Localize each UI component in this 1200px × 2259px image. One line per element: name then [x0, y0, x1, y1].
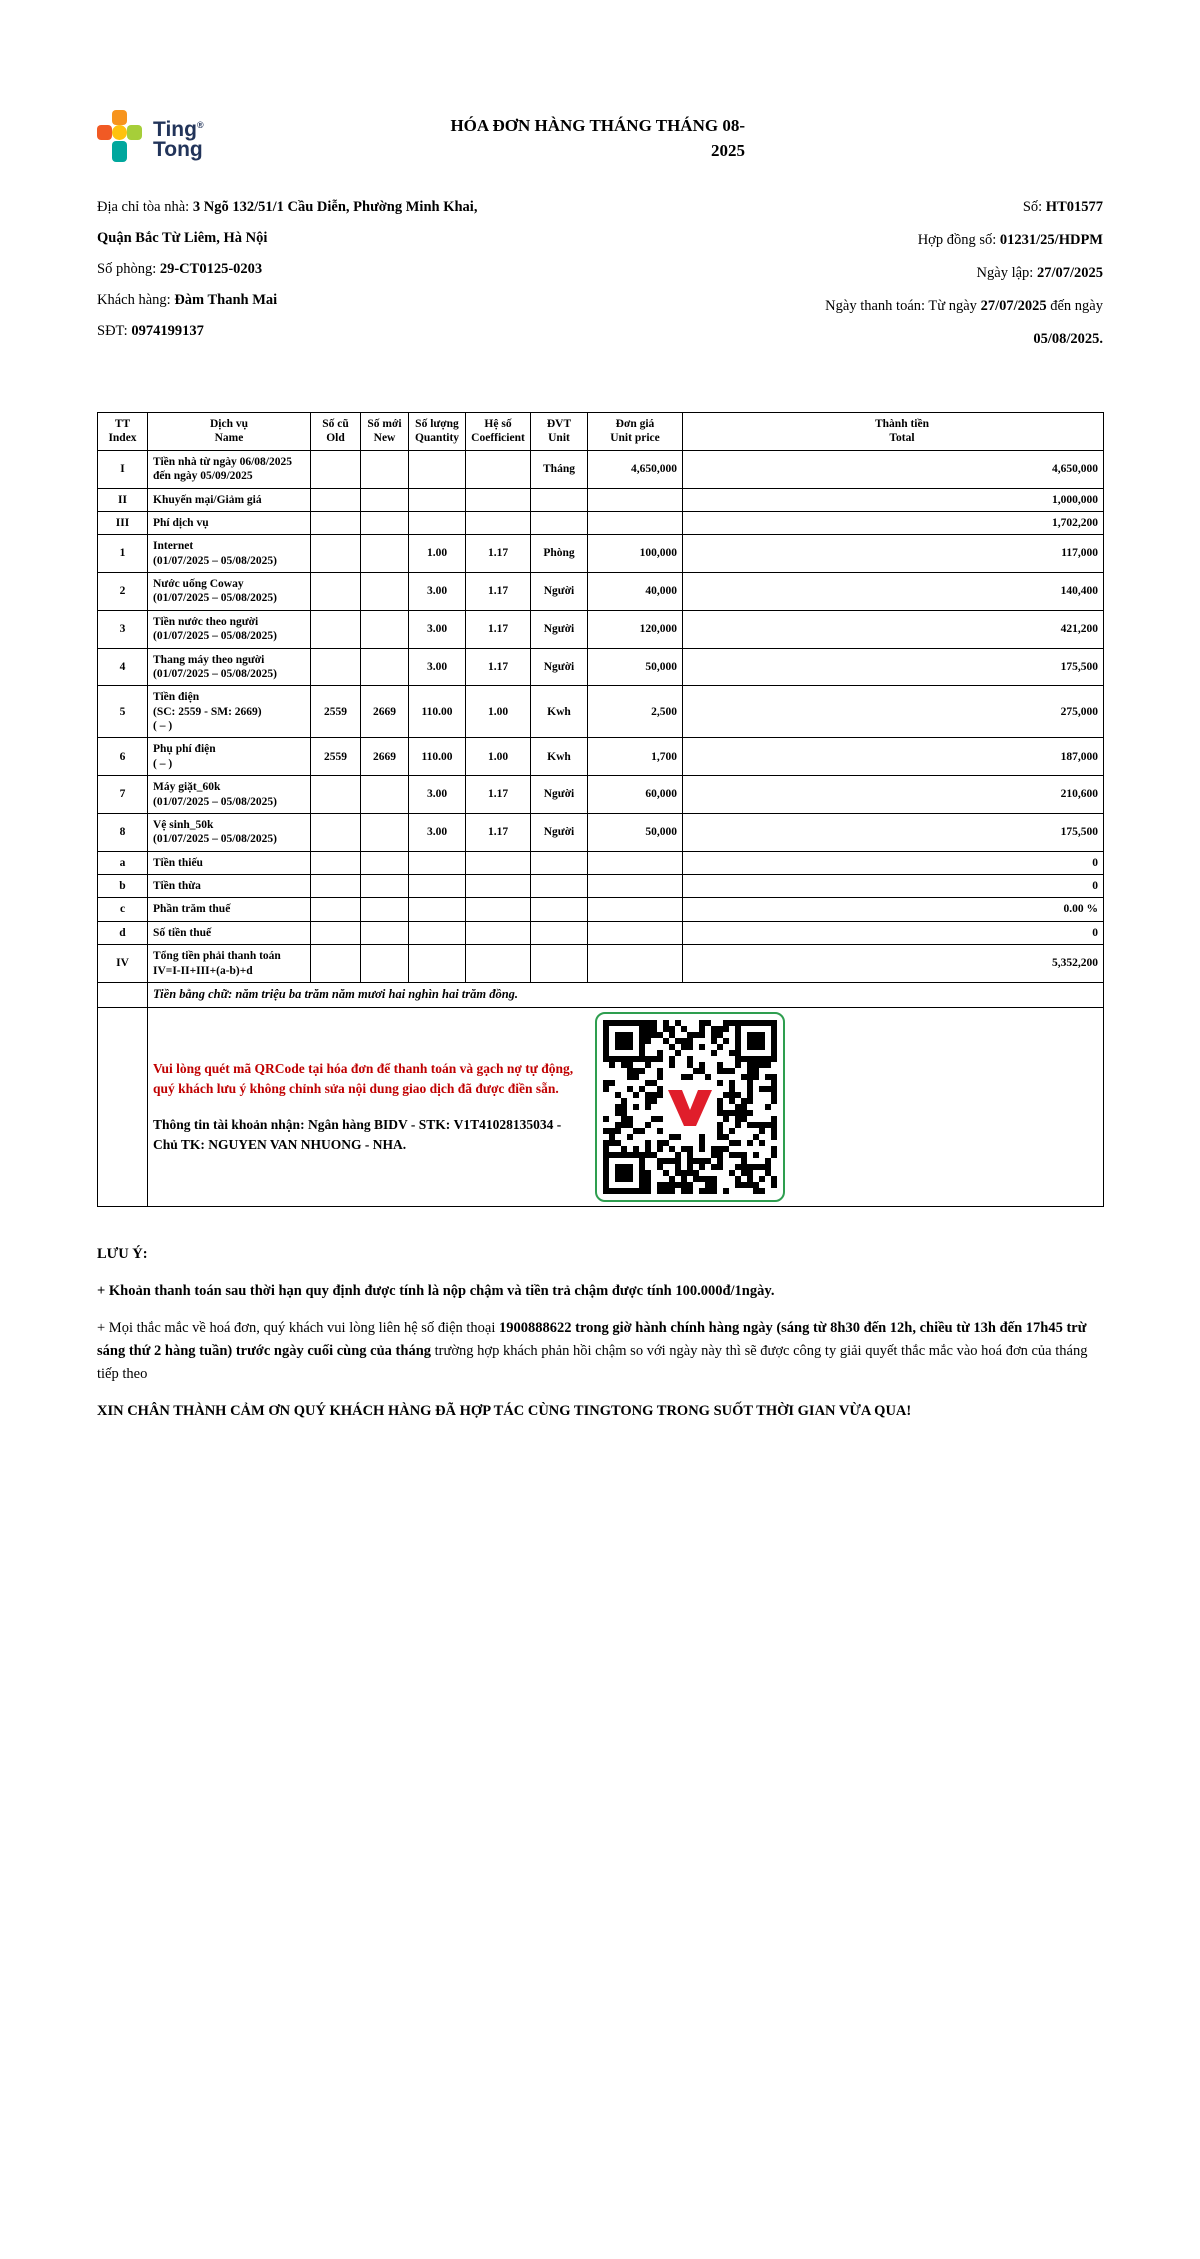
invoice-header [97, 110, 1103, 163]
invoice-info [97, 197, 1103, 362]
payment-to-line [825, 329, 1103, 349]
new-reading [361, 573, 409, 611]
unit-price: 100,000 [588, 535, 683, 573]
invoice-table [97, 412, 1104, 1207]
account-holder-name: NGUYEN VAN NHUONG - NHA. [208, 1136, 407, 1152]
row-index: 2 [98, 573, 148, 611]
issue-date-line [825, 263, 1103, 283]
new-reading [361, 610, 409, 648]
payment-period-label2: đến ngày [1046, 298, 1103, 314]
old-reading [311, 875, 361, 898]
quantity [409, 851, 466, 874]
row-index: 3 [98, 610, 148, 648]
row-total: 140,400 [683, 573, 1104, 611]
unit-price [588, 921, 683, 944]
invoice-table-body [98, 450, 1104, 982]
service-name: Nước uống Coway (01/07/2025 – 05/08/2025) [148, 573, 311, 611]
quantity [409, 450, 466, 488]
coefficient [466, 945, 531, 983]
col-header-total: Thành tiền Total [683, 413, 1104, 451]
old-reading [311, 535, 361, 573]
issue-date-value: 27/07/2025 [1036, 265, 1103, 281]
new-reading [361, 813, 409, 851]
table-row [98, 921, 1104, 944]
building-address-line1 [97, 197, 567, 217]
unit-price: 60,000 [588, 776, 683, 814]
table-row [98, 686, 1104, 738]
quantity [409, 898, 466, 921]
quantity [409, 921, 466, 944]
unit: Phòng [531, 535, 588, 573]
unit: Người [531, 610, 588, 648]
invoice-table-footer [98, 982, 1104, 1206]
unit [531, 921, 588, 944]
unit: Người [531, 573, 588, 611]
unit [531, 488, 588, 511]
row-index: IV [98, 945, 148, 983]
unit-price: 120,000 [588, 610, 683, 648]
note-contact-part4: trường hợp khách phản hồi chậm so với ngày này thì sẽ được công ty giải quyết thắc mắc vào hoá đơn của tháng tiếp theo [97, 1342, 1088, 1382]
note-contact-part1: + Mọi thắc mắc về hoá đơn, quý khách vui lòng liên hệ số điện thoại [97, 1319, 500, 1336]
old-reading [311, 898, 361, 921]
unit-price: 50,000 [588, 648, 683, 686]
note-contact-hotline: 1900888622 trong giờ hành chính hàng ngày (sáng từ 8h30 đến 12h, chiều từ 13h đến 17h45 trừ sáng thứ 2 hàng tuần) [97, 1319, 1087, 1359]
row-total: 117,000 [683, 535, 1104, 573]
quantity: 3.00 [409, 813, 466, 851]
table-row [98, 511, 1104, 534]
col-header-unit: ĐVT Unit [531, 413, 588, 451]
notes-section [97, 1243, 1103, 1423]
table-row [98, 648, 1104, 686]
old-reading [311, 488, 361, 511]
new-reading: 2669 [361, 686, 409, 738]
service-name: Khuyến mại/Giảm giá [148, 488, 311, 511]
row-total: 1,000,000 [683, 488, 1104, 511]
old-reading [311, 648, 361, 686]
service-name: Số tiền thuế [148, 921, 311, 944]
registered-mark: ® [196, 120, 204, 130]
service-name: Vệ sinh_50k (01/07/2025 – 05/08/2025) [148, 813, 311, 851]
coefficient: 1.00 [466, 738, 531, 776]
building-address-line2 [97, 228, 567, 248]
wordmark-line1: Ting [153, 118, 197, 141]
unit [531, 898, 588, 921]
table-row [98, 450, 1104, 488]
unit: Kwh [531, 686, 588, 738]
qr-row-index-cell [98, 1007, 148, 1206]
new-reading [361, 921, 409, 944]
service-name: Phụ phí điện ( – ) [148, 738, 311, 776]
col-header-new: Số mới New [361, 413, 409, 451]
invoice-title-line2: 2025 [711, 141, 745, 160]
payment-period-line [825, 296, 1103, 316]
qr-code-svg [603, 1020, 777, 1198]
coefficient [466, 875, 531, 898]
payment-from-date: 27/07/2025 [980, 298, 1047, 314]
phone-value: 0974199137 [131, 323, 204, 339]
phone-line [97, 321, 567, 341]
table-row [98, 945, 1104, 983]
old-reading [311, 450, 361, 488]
table-header-row [98, 413, 1104, 451]
logo-petal-top [112, 110, 127, 125]
row-total: 275,000 [683, 686, 1104, 738]
row-index: 8 [98, 813, 148, 851]
col-header-quantity: Số lượng Quantity [409, 413, 466, 451]
coefficient [466, 921, 531, 944]
table-row [98, 535, 1104, 573]
table-row [98, 851, 1104, 874]
coefficient: 1.17 [466, 573, 531, 611]
phone-label: SĐT: [97, 323, 132, 339]
row-index: I [98, 450, 148, 488]
table-row [98, 875, 1104, 898]
unit [531, 875, 588, 898]
service-name: Internet (01/07/2025 – 05/08/2025) [148, 535, 311, 573]
qr-payment-notice: Vui lòng quét mã QRCode tại hóa đơn để thanh toán và gạch nợ tự động, quý khách lưu ý không chỉnh sửa nội dung giao dịch đã được điền sẵn. [153, 1060, 574, 1096]
quantity: 3.00 [409, 648, 466, 686]
row-total: 210,600 [683, 776, 1104, 814]
row-total: 175,500 [683, 813, 1104, 851]
coefficient: 1.17 [466, 648, 531, 686]
service-name: Phí dịch vụ [148, 511, 311, 534]
info-left-column [97, 197, 567, 362]
amount-in-words-row [98, 982, 1104, 1007]
table-row [98, 738, 1104, 776]
service-name: Máy giặt_60k (01/07/2025 – 05/08/2025) [148, 776, 311, 814]
row-total: 187,000 [683, 738, 1104, 776]
row-index: a [98, 851, 148, 874]
account-number: V1T41028135034 [453, 1116, 554, 1132]
quantity: 1.00 [409, 535, 466, 573]
table-row [98, 776, 1104, 814]
new-reading [361, 898, 409, 921]
logo-petal-right [127, 125, 142, 140]
address-value-line2: Quận Bắc Từ Liêm, Hà Nội [97, 230, 268, 246]
old-reading: 2559 [311, 738, 361, 776]
tingtong-logo [97, 110, 204, 162]
qr-text-block [153, 1059, 585, 1155]
unit-price: 40,000 [588, 573, 683, 611]
new-reading: 2669 [361, 738, 409, 776]
tingtong-logo-icon [97, 110, 145, 162]
logo-petal-left [97, 125, 112, 140]
new-reading [361, 851, 409, 874]
unit: Tháng [531, 450, 588, 488]
service-name: Tiền nhà từ ngày 06/08/2025 đến ngày 05/09/2025 [148, 450, 311, 488]
new-reading [361, 875, 409, 898]
row-index: 1 [98, 535, 148, 573]
table-row [98, 573, 1104, 611]
row-total: 0 [683, 921, 1104, 944]
row-total: 1,702,200 [683, 511, 1104, 534]
service-name: Thang máy theo người (01/07/2025 – 05/08/2025) [148, 648, 311, 686]
unit [531, 945, 588, 983]
tingtong-wordmark [153, 115, 204, 160]
row-index: II [98, 488, 148, 511]
unit-price [588, 851, 683, 874]
col-header-old: Số cũ Old [311, 413, 361, 451]
row-index: c [98, 898, 148, 921]
room-number-line [97, 259, 567, 279]
payment-period-label: Ngày thanh toán: Từ ngày [825, 298, 981, 314]
old-reading [311, 511, 361, 534]
notes-heading: LƯU Ý: [97, 1245, 148, 1262]
unit-price [588, 875, 683, 898]
logo-petal-center [112, 125, 127, 140]
service-name: Tiền điện (SC: 2559 - SM: 2669) ( – ) [148, 686, 311, 738]
service-name: Phần trăm thuế [148, 898, 311, 921]
old-reading [311, 610, 361, 648]
unit: Người [531, 813, 588, 851]
amount-in-words-label: Tiền bằng chữ: [153, 986, 236, 1001]
customer-line [97, 290, 567, 310]
row-index: 4 [98, 648, 148, 686]
contract-label: Hợp đồng số: [917, 232, 1000, 248]
coefficient: 1.17 [466, 776, 531, 814]
unit [531, 511, 588, 534]
note-contact-deadline: trước ngày cuối cùng của tháng [232, 1342, 435, 1359]
unit-price: 2,500 [588, 686, 683, 738]
quantity [409, 945, 466, 983]
payment-to-date: 05/08/2025. [1033, 331, 1103, 347]
quantity: 3.00 [409, 776, 466, 814]
coefficient [466, 488, 531, 511]
coefficient [466, 898, 531, 921]
quantity [409, 875, 466, 898]
coefficient [466, 511, 531, 534]
new-reading [361, 488, 409, 511]
note-late-payment: + Khoản thanh toán sau thời hạn quy định được tính là nộp chậm và tiền trả chậm được tính 100.000đ/1ngày. [97, 1282, 775, 1299]
row-total: 0 [683, 851, 1104, 874]
old-reading [311, 921, 361, 944]
quantity: 3.00 [409, 573, 466, 611]
unit-price [588, 488, 683, 511]
coefficient: 1.00 [466, 686, 531, 738]
address-label: Địa chỉ tòa nhà: [97, 199, 193, 215]
coefficient [466, 851, 531, 874]
note-contact [97, 1317, 1103, 1386]
invoice-number-line [825, 197, 1103, 217]
unit: Người [531, 648, 588, 686]
amount-in-words-value: năm triệu ba trăm năm mươi hai nghìn hai trăm đồng. [235, 986, 519, 1001]
amount-in-words-cell [148, 982, 1104, 1007]
table-row [98, 813, 1104, 851]
wordmark-line2: Tong [153, 138, 203, 161]
unit-price [588, 945, 683, 983]
col-header-service: Dịch vụ Name [148, 413, 311, 451]
info-right-column [825, 197, 1103, 362]
unit [531, 851, 588, 874]
unit-price: 50,000 [588, 813, 683, 851]
row-total: 0.00 % [683, 898, 1104, 921]
row-index: b [98, 875, 148, 898]
customer-value: Đàm Thanh Mai [174, 292, 278, 308]
table-row [98, 488, 1104, 511]
quantity [409, 511, 466, 534]
row-index: 7 [98, 776, 148, 814]
row-total: 5,352,200 [683, 945, 1104, 983]
qr-content-cell [148, 1007, 1104, 1206]
unit: Người [531, 776, 588, 814]
unit: Kwh [531, 738, 588, 776]
logo-petal-bottom [112, 141, 127, 162]
quantity [409, 488, 466, 511]
row-index: d [98, 921, 148, 944]
new-reading [361, 535, 409, 573]
row-index: 5 [98, 686, 148, 738]
coefficient: 1.17 [466, 813, 531, 851]
quantity: 110.00 [409, 738, 466, 776]
customer-label: Khách hàng: [97, 292, 175, 308]
row-index: 6 [98, 738, 148, 776]
coefficient: 1.17 [466, 535, 531, 573]
row-total: 4,650,000 [683, 450, 1104, 488]
new-reading [361, 450, 409, 488]
quantity: 3.00 [409, 610, 466, 648]
service-name: Tổng tiền phải thanh toán IV=I-II+III+(a-b)+d [148, 945, 311, 983]
qr-row [98, 1007, 1104, 1206]
contract-number-line [825, 230, 1103, 250]
qr-code [595, 1012, 785, 1202]
unit-price: 4,650,000 [588, 450, 683, 488]
new-reading [361, 945, 409, 983]
invoice-number-label: Số: [1022, 199, 1046, 215]
service-name: Tiền thừa [148, 875, 311, 898]
row-total: 175,500 [683, 648, 1104, 686]
service-name: Tiền thiếu [148, 851, 311, 874]
room-value: 29-CT0125-0203 [159, 261, 263, 277]
row-total: 0 [683, 875, 1104, 898]
col-header-index: TT Index [98, 413, 148, 451]
room-label: Số phòng: [97, 261, 160, 277]
unit-price [588, 898, 683, 921]
old-reading [311, 945, 361, 983]
account-label: Thông tin tài khoản nhận: Ngân hàng BIDV - STK: [153, 1116, 454, 1132]
coefficient: 1.17 [466, 610, 531, 648]
table-row [98, 610, 1104, 648]
service-name: Tiền nước theo người (01/07/2025 – 05/08/2025) [148, 610, 311, 648]
coefficient [466, 450, 531, 488]
contract-value: 01231/25/HDPM [999, 232, 1103, 248]
note-thanks: XIN CHÂN THÀNH CẢM ƠN QUÝ KHÁCH HÀNG ĐÃ HỢP TÁC CÙNG TINGTONG TRONG SUỐT THỜI GIAN VỪA QUA! [97, 1402, 912, 1419]
old-reading: 2559 [311, 686, 361, 738]
new-reading [361, 648, 409, 686]
account-holder-label: - Chủ TK: [153, 1116, 562, 1152]
new-reading [361, 511, 409, 534]
unit-price [588, 511, 683, 534]
old-reading [311, 851, 361, 874]
row-total: 421,200 [683, 610, 1104, 648]
invoice-title-line1: HÓA ĐƠN HÀNG THÁNG THÁNG 08- [450, 116, 745, 135]
old-reading [311, 776, 361, 814]
address-value-line1: 3 Ngõ 132/51/1 Cầu Diễn, Phường Minh Khai, [192, 199, 478, 215]
col-header-coefficient: Hệ số Coefficient [466, 413, 531, 451]
issue-date-label: Ngày lập: [976, 265, 1037, 281]
quantity: 110.00 [409, 686, 466, 738]
invoice-title [445, 113, 745, 163]
old-reading [311, 573, 361, 611]
unit-price: 1,700 [588, 738, 683, 776]
old-reading [311, 813, 361, 851]
row-index: III [98, 511, 148, 534]
col-header-unit-price: Đơn giá Unit price [588, 413, 683, 451]
account-info [153, 1115, 585, 1155]
table-row [98, 898, 1104, 921]
invoice-number-value: HT01577 [1045, 199, 1103, 215]
new-reading [361, 776, 409, 814]
amount-in-words-index-cell [98, 982, 148, 1007]
